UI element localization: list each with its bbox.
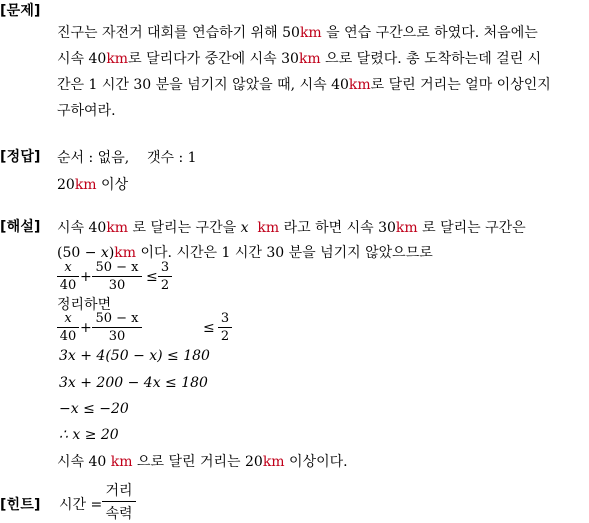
- text: 진구는 자전거 대회를 연습하기 위해 50: [57, 25, 300, 41]
- denominator: 40: [59, 278, 77, 293]
- arrange-label: 정리하면: [57, 297, 112, 313]
- text: 로 달리는 구간을: [128, 220, 241, 236]
- var-x: x: [240, 220, 249, 236]
- unit-km: km: [74, 177, 97, 193]
- denominator: 2: [220, 329, 230, 344]
- text: 시속 40: [57, 51, 107, 67]
- hint-label: 시간 =: [59, 497, 103, 513]
- leq-sign: ≤: [203, 320, 215, 336]
- answer-line-2: [57, 174, 128, 194]
- text: 20: [57, 177, 75, 193]
- denominator: 2: [160, 278, 170, 293]
- unit-km: km: [110, 454, 133, 470]
- unit-km: km: [106, 51, 129, 67]
- denominator: 속력: [105, 506, 133, 522]
- numerator: 3: [160, 260, 170, 275]
- problem-line-1: [57, 22, 538, 42]
- step-4: ∴ x ≥ 20: [59, 427, 119, 443]
- conclusion-line: [57, 451, 348, 471]
- text: 이다. 시간은 1 시간 30 분을 넘기지 않았으므로: [136, 245, 433, 261]
- text: 으로 달렸다. 총 도착하는데 걸린 시: [320, 51, 542, 67]
- hint-fraction-distance-over-speed: [102, 480, 136, 523]
- unit-km: km: [395, 220, 418, 236]
- numerator: 50 − x: [95, 311, 139, 326]
- problem-line-2: [57, 48, 541, 68]
- step-3: −x ≤ −20: [59, 401, 129, 417]
- numerator: x: [64, 311, 72, 326]
- answer-header: [정답]: [0, 149, 41, 165]
- text: 간은 1 시간 30 분을 넘기지 않았을 때, 시속 40: [57, 77, 349, 93]
- plus-sign: +: [80, 269, 92, 285]
- denominator: 30: [108, 278, 126, 293]
- unit-km: km: [348, 77, 371, 93]
- fraction-x-over-40: [57, 260, 79, 293]
- solution-header: [해설]: [0, 219, 41, 235]
- text: 으로 달린 거리는 20: [132, 454, 263, 470]
- numerator: x: [64, 260, 72, 275]
- problem-line-4: [57, 100, 116, 120]
- step-1: 3x + 4(50 − x) ≤ 180: [59, 348, 210, 364]
- text: 구하여라.: [57, 103, 116, 119]
- solution-line-2: [57, 242, 433, 262]
- fraction-50-minus-x-over-30: [92, 311, 142, 344]
- text: 이상이다.: [284, 454, 348, 470]
- text: 이상: [96, 177, 129, 193]
- fraction-bar: [102, 501, 136, 502]
- text: 로 달린 거리는 얼마 이상인지: [370, 77, 551, 93]
- unit-km: km: [262, 454, 285, 470]
- text: ): [108, 245, 115, 261]
- text: (50 −: [57, 245, 101, 261]
- denominator: 30: [108, 329, 126, 344]
- answer-line-1: [57, 147, 197, 167]
- text: 시속 40: [57, 454, 111, 470]
- unit-km: km: [114, 245, 137, 261]
- text: 로 달리는 구간은: [417, 220, 526, 236]
- numerator: 3: [220, 311, 230, 326]
- fraction-bar: [57, 327, 79, 328]
- unit-km: km: [257, 220, 280, 236]
- text: 순서 : 없음, 갯수 : 1: [57, 150, 197, 166]
- text: 라고 하면 시속 30: [279, 220, 396, 236]
- step-2: 3x + 200 − 4x ≤ 180: [59, 375, 208, 391]
- var-x: x: [100, 245, 109, 261]
- text: 을 연습 구간으로 하였다. 처음에는: [321, 25, 538, 41]
- fraction-3-over-2: [158, 260, 172, 293]
- problem-header: [문제]: [0, 3, 41, 19]
- unit-km: km: [299, 25, 322, 41]
- numerator: 거리: [105, 483, 133, 499]
- fraction-50-minus-x-over-30: [92, 260, 142, 293]
- solution-line-1: [57, 217, 526, 237]
- fraction-3-over-2: [218, 311, 232, 344]
- fraction-bar: [92, 276, 142, 277]
- text: 시속 40: [57, 220, 107, 236]
- fraction-x-over-40: [57, 311, 79, 344]
- unit-km: km: [106, 220, 129, 236]
- problem-line-3: [57, 74, 551, 94]
- text: 로 달리다가 중간에 시속 30: [128, 51, 299, 67]
- hint-header: [힌트]: [0, 497, 41, 513]
- fraction-bar: [218, 327, 232, 328]
- numerator: 50 − x: [95, 260, 139, 275]
- plus-sign: +: [80, 320, 92, 336]
- denominator: 40: [59, 329, 77, 344]
- leq-sign: ≤: [146, 269, 158, 285]
- fraction-bar: [57, 276, 79, 277]
- fraction-bar: [92, 327, 142, 328]
- fraction-bar: [158, 276, 172, 277]
- unit-km: km: [298, 51, 321, 67]
